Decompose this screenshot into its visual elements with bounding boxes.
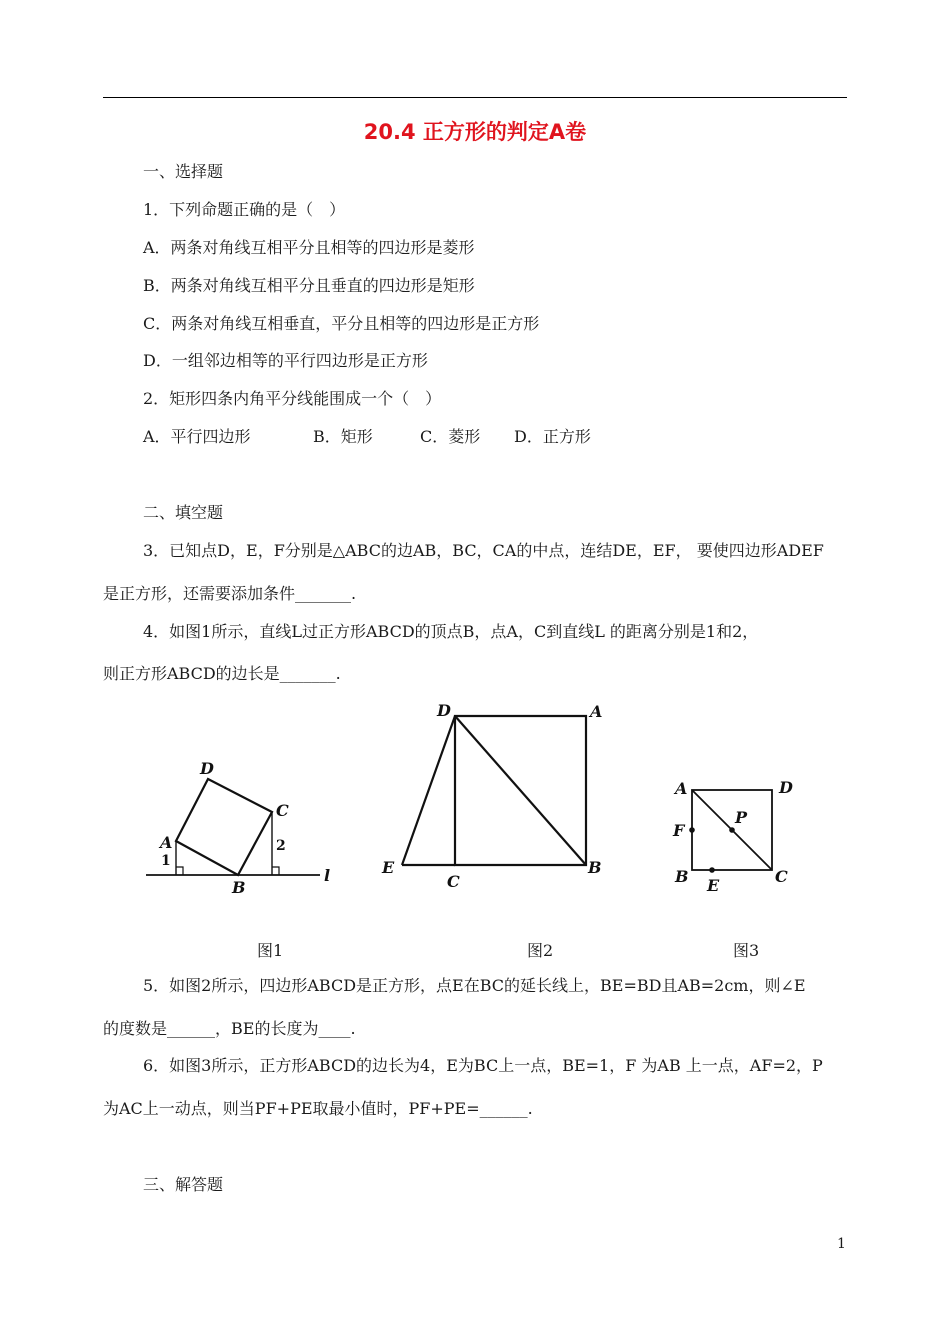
q4-line1: 4．如图1所示，直线L过正方形ABCD的顶点B，点A，C到直线L 的距离分别是1和2，: [143, 622, 759, 641]
q1-option-c: C．两条对角线互相垂直，平分且相等的四边形是正方形: [143, 314, 540, 333]
section-heading-fill: 二、填空题: [143, 503, 224, 522]
section-heading-choice: 一、选择题: [143, 162, 224, 181]
fig3-label-c: C: [775, 867, 788, 886]
q2-stem: 2．矩形四条内角平分线能围成一个（ ）: [143, 389, 442, 408]
fig1-label-d: D: [200, 759, 214, 778]
q3-line1: 3．已知点D，E，F分别是△ABC的边AB，BC，CA的中点，连结DE，EF， 要使四边形ADEF: [143, 541, 824, 560]
q6-line2: 为AC上一动点，则当PF+PE取最小值时，PF+PE=______.: [103, 1099, 533, 1118]
q1-option-d: D．一组邻边相等的平行四边形是正方形: [143, 351, 428, 370]
q2-option-d: D．正方形: [514, 427, 591, 446]
figure-3: [668, 770, 808, 900]
q5-line2: 的度数是______，BE的长度为____.: [103, 1019, 356, 1038]
figure-2: [375, 695, 620, 900]
q6-line1: 6．如图3所示，正方形ABCD的边长为4，E为BC上一点，BE=1，F 为AB 上一点，AF=2，P: [143, 1056, 823, 1075]
figure-3-caption: 图3: [733, 941, 760, 960]
q1-option-a: A．两条对角线互相平分且相等的四边形是菱形: [143, 238, 475, 257]
fig1-label-c: C: [276, 801, 289, 820]
q5-line1: 5．如图2所示，四边形ABCD是正方形，点E在BC的延长线上，BE=BD且AB=2cm，则∠E: [143, 976, 806, 995]
fig1-label-b: B: [232, 878, 246, 897]
figure-2-caption: 图2: [527, 941, 554, 960]
fig3-label-f: F: [673, 821, 685, 840]
fig2-label-b: B: [588, 858, 602, 877]
q4-line2: 则正方形ABCD的边长是_______.: [103, 664, 341, 683]
fig3-label-b: B: [675, 867, 689, 886]
q2-option-a: A．平行四边形: [143, 427, 251, 446]
fig3-label-d: D: [779, 778, 793, 797]
fig1-distance-1: 1: [161, 853, 171, 869]
fig3-label-a: A: [675, 779, 688, 798]
q2-option-b: B．矩形: [313, 427, 373, 446]
fig1-distance-2: 2: [276, 838, 286, 854]
fig2-label-c: C: [447, 872, 460, 891]
q3-line2: 是正方形，还需要添加条件_______.: [103, 584, 357, 603]
fig2-label-d: D: [437, 701, 451, 720]
fig1-label-l: l: [324, 866, 331, 885]
page-title: 20.4 正方形的判定A卷: [363, 120, 587, 144]
figure-1: [140, 750, 340, 900]
page-number: 1: [837, 1236, 846, 1252]
fig2-label-e: E: [382, 858, 395, 877]
fig3-label-e: E: [707, 876, 720, 895]
q1-option-b: B．两条对角线互相平分且垂直的四边形是矩形: [143, 276, 475, 295]
figure-1-caption: 图1: [257, 941, 284, 960]
fig2-label-a: A: [590, 702, 603, 721]
header-rule: [103, 97, 847, 98]
q1-stem: 1．下列命题正确的是（ ）: [143, 200, 346, 219]
section-heading-answer: 三、解答题: [143, 1175, 224, 1194]
fig3-label-p: P: [735, 808, 748, 827]
q2-option-c: C．菱形: [420, 427, 481, 446]
fig1-label-a: A: [160, 833, 173, 852]
